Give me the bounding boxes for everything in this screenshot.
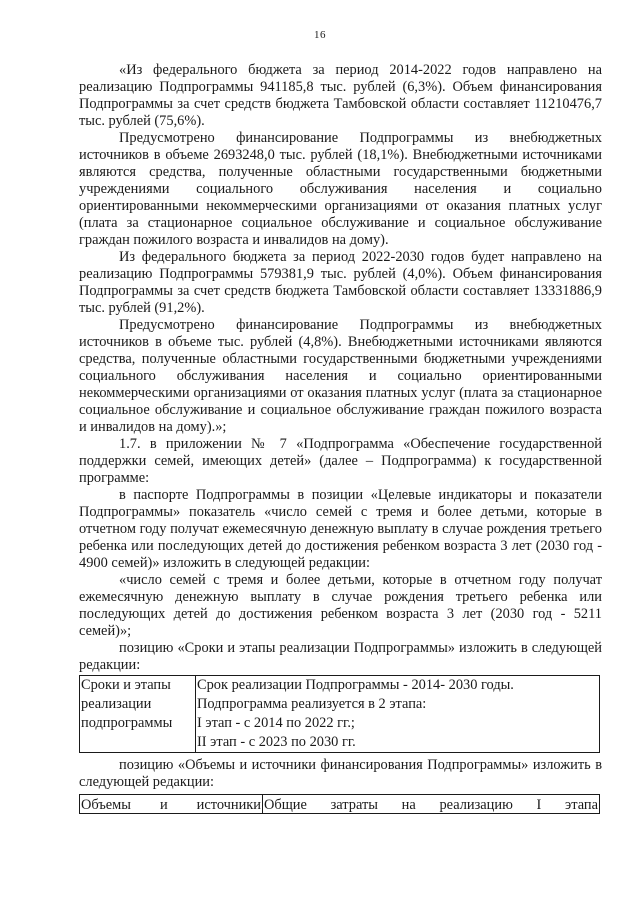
- paragraph-item-1-7: 1.7. в приложении № 7 «Подпрограмма «Обеспечение государственной поддержки семей, имеющих детей» (далее – Подпрограмма) к государственной программе:: [79, 436, 602, 486]
- table-row: [80, 795, 600, 814]
- table-row: [80, 676, 600, 753]
- funding-table: [79, 794, 600, 814]
- paragraph-passport-indicator: в паспорте Подпрограммы в позиции «Целевые индикаторы и показатели Подпрограммы» показатель «число семей с тремя и более детьми, которые в отчетном году получат ежемесячную денежную выплату в случае рождения третьего ребенка или последующих детей до достижения ребенком возраста 3 лет (2030 год - 4900 семей)» изложить в следующей редакции:: [79, 487, 602, 571]
- terms-line: I этап - с 2014 по 2022 гг.;: [197, 715, 355, 731]
- terms-line: II этап - с 2023 по 2030 гг.: [197, 734, 356, 750]
- funding-label-cell: Объемы и источники: [80, 795, 263, 814]
- paragraph-federal-budget-2022-2030: Из федерального бюджета за период 2022-2030 годов будет направлено на реализацию Подпрограммы 579381,9 тыс. рублей (4,0%). Объем финансирования Подпрограммы за счет средств бюджета Тамбовской области составляет 13331886,9 тыс. рублей (91,2%).: [79, 249, 602, 316]
- paragraph-extrabudgetary-2022-2030: Предусмотрено финансирование Подпрограммы из внебюджетных источников в объеме тыс. рублей (4,8%). Внебюджетными источниками являются средства, полученные областными государственными бюджетными учреждениями социального обслуживания населения и социально ориентированными некоммерческими организациями от оказания платных услуг (плата за стационарное социальное обслуживание и социальное обслуживание граждан пожилого возраста и инвалидов на дому).»;: [79, 317, 602, 435]
- document-body: [79, 62, 602, 814]
- terms-line: Подпрограмма реализуется в 2 этапа:: [197, 696, 427, 712]
- paragraph-federal-budget-2014-2022: «Из федерального бюджета за период 2014-2022 годов направлено на реализацию Подпрограммы 941185,8 тыс. рублей (6,3%). Объем финансирования Подпрограммы за счет средств бюджета Тамбовской области составляет 11210476,7 тыс. рублей (75,6%).: [79, 62, 602, 129]
- page-number: 16: [314, 29, 326, 41]
- terms-label-cell: Сроки и этапы реализации подпрограммы: [80, 676, 196, 753]
- paragraph-extrabudgetary-2014-2022: Предусмотрено финансирование Подпрограммы из внебюджетных источников в объеме 2693248,0 тыс. рублей (18,1%). Внебюджетными источниками являются средства, полученные областными государственными бюджетными учреждениями социального обслуживания населения и социально ориентированными некоммерческими организациями от оказания платных услуг (плата за стационарное социальное обслуживание и социальное обслуживание граждан пожилого возраста и инвалидов на дому).: [79, 130, 602, 248]
- terms-and-stages-table: [79, 675, 600, 753]
- terms-value-cell: [196, 676, 600, 753]
- terms-line: Срок реализации Подпрограммы - 2014- 2030 годы.: [197, 677, 514, 693]
- funding-value-cell: Общие затраты на реализацию I этапа: [263, 795, 600, 814]
- paragraph-indicator-new-wording: «число семей с тремя и более детьми, которые в отчетном году получат ежемесячную денежную выплату в случае рождения третьего ребенка или последующих детей до достижения ребенком возраста 3 лет (2030 год - 5211 семей)»;: [79, 572, 602, 639]
- paragraph-terms-position: позицию «Сроки и этапы реализации Подпрограммы» изложить в следующей редакции:: [79, 640, 602, 673]
- paragraph-funding-position: позицию «Объемы и источники финансирования Подпрограммы» изложить в следующей редакции:: [79, 757, 602, 790]
